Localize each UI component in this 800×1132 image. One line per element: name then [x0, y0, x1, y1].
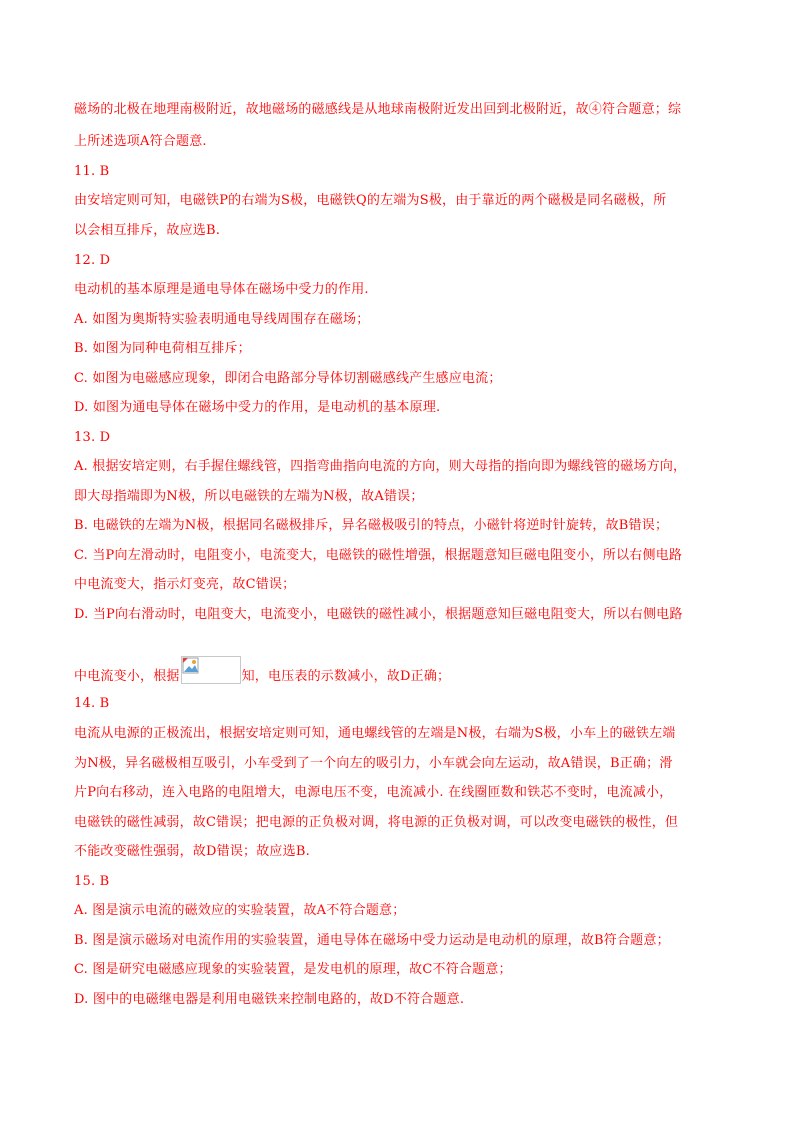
text-line: 中电流变大，指示灯变亮，故C错误； [74, 577, 296, 592]
option-line: C. 图是研究电磁感应现象的实验装置，是发电机的原理，故C不符合题意； [74, 962, 512, 977]
answer-heading-15: 15. B [74, 874, 110, 889]
option-line: A. 根据安培定则，右手握住螺线管，四指弯曲指向电流的方向，则大母指的指向即为螺线管的磁场方向， [74, 459, 687, 474]
text-line: 电磁铁的磁性减弱，故C错误；把电源的正负极对调，将电源的正负极对调，可以改变电磁铁的极性，但 [74, 815, 679, 830]
text-line: 为N极，异名磁极相互吸引，小车受到了一个向左的吸引力，小车就会向左运动，故A错误，B正确；滑 [74, 756, 673, 771]
answer-heading-13: 13. D [74, 430, 111, 445]
formula-text-line [74, 656, 450, 686]
option-line: D. 当P向右滑动时，电阻变大，电流变小，电磁铁的磁性减小，根据题意知巨磁电阻变大，所以右侧电路 [74, 607, 683, 622]
option-line: C. 如图为电磁感应现象，即闭合电路部分导体切割磁感线产生感应电流； [74, 371, 502, 386]
text-line: 由安培定则可知，电磁铁P的右端为S极，电磁铁Q的左端为S极，由于靠近的两个磁极是同名磁极，所 [74, 193, 667, 208]
option-line: B. 图是演示磁场对电流作用的实验装置，通电导体在磁场中受力运动是电动机的原理，故B符合题意； [74, 933, 670, 948]
option-line: A. 图是演示电流的磁效应的实验装置，故A不符合题意； [74, 903, 406, 918]
option-line: D. 图中的电磁继电器是利用电磁铁来控制电路的，故D不符合题意. [74, 992, 465, 1007]
text-line: 不能改变磁性强弱，故D错误；故应选B. [74, 844, 310, 859]
answer-heading-12: 12. D [74, 253, 111, 268]
text-line: 磁场的北极在地理南极附近，故地磁场的磁感线是从地球南极附近发出回到北极附近，故④符合题意；综 [74, 102, 682, 117]
text-line: 电动机的基本原理是通电导体在磁场中受力的作用. [74, 282, 369, 297]
option-line: B. 电磁铁的左端为N极，根据同名磁极排斥，异名磁极吸引的特点，小磁针将逆时针旋转，故B错误； [74, 518, 669, 533]
option-line: C. 当P向左滑动时，电阻变小，电流变大，电磁铁的磁性增强，根据题意知巨磁电阻变小，所以右侧电路 [74, 548, 683, 563]
text-line: 即大母指端即为N极，所以电磁铁的左端为N极，故A错误； [74, 489, 424, 504]
broken-formula-image-icon [181, 656, 241, 684]
formula-text-before: 中电流变小，根据 [74, 669, 180, 684]
text-line: 片P向右移动，连入电路的电阻增大，电源电压不变，电流减小. 在线圈匝数和铁芯不变时，电流减小， [74, 785, 673, 800]
formula-text-after: 知，电压表的示数减小，故D正确； [241, 669, 451, 684]
option-line: A. 如图为奥斯特实验表明通电导线周围存在磁场； [74, 312, 370, 327]
text-line: 上所述选项A符合题意. [74, 134, 207, 149]
text-line: 以会相互排斥，故应选B. [74, 223, 221, 238]
image-placeholder-icon [182, 657, 200, 675]
answer-heading-11: 11. B [74, 164, 110, 179]
option-line: D. 如图为通电导体在磁场中受力的作用，是电动机的基本原理. [74, 400, 441, 415]
option-line: B. 如图为同种电荷相互排斥； [74, 341, 251, 356]
text-line: 电流从电源的正极流出，根据安培定则可知，通电螺线管的左端是N极，右端为S极，小车上的磁铁左端 [74, 726, 676, 741]
answer-heading-14: 14. B [74, 696, 110, 711]
